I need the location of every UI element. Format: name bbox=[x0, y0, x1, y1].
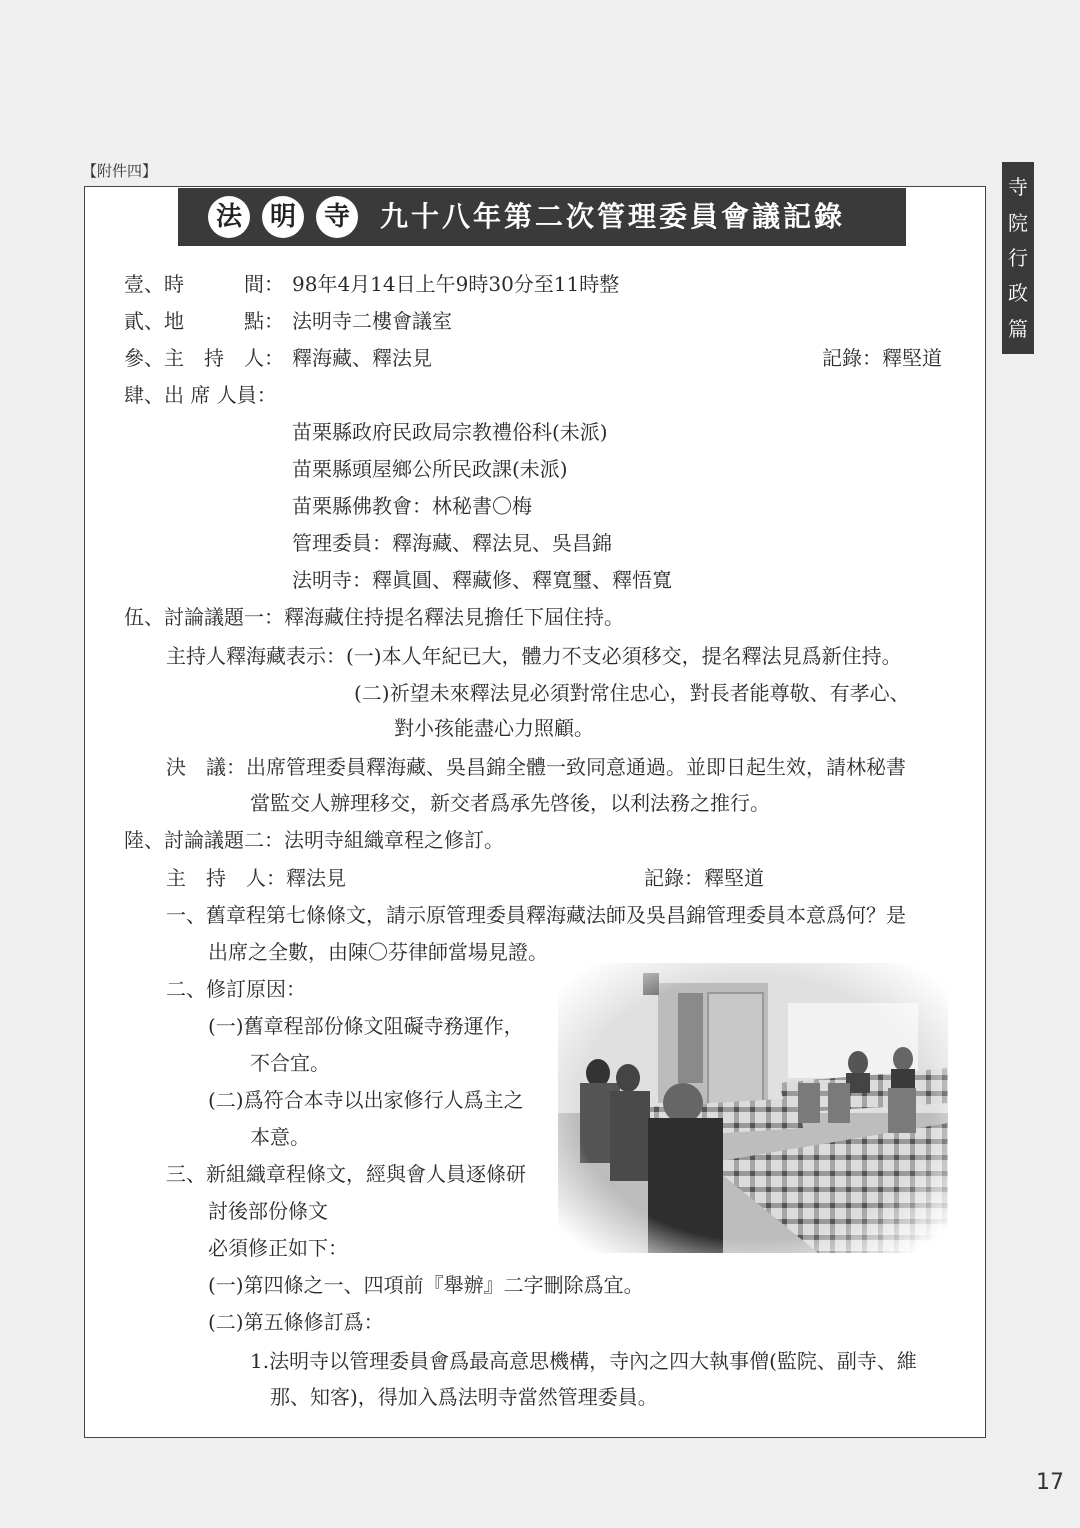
topic-1-host-statement-2: (二)祈望未來釋法見必須對常住忠心，對長者能尊敬、有孝心、 bbox=[354, 681, 910, 705]
item-3: 三、新組織章程條文，經與會人員逐條研 bbox=[166, 1162, 526, 1186]
item-3-2: (二)第五條修訂爲： bbox=[208, 1310, 384, 1334]
page-number: 17 bbox=[1036, 1470, 1064, 1495]
attendee-item: 苗栗縣頭屋鄉公所民政課(未派) bbox=[292, 457, 568, 481]
attendees-label: 肆、出 席 人員： bbox=[124, 383, 277, 407]
item-1-cont: 出席之全數，由陳〇芬律師當場見證。 bbox=[208, 940, 548, 964]
attendee-item: 苗栗縣佛教會：林秘書〇梅 bbox=[292, 494, 532, 518]
place-label: 貳、地 點： bbox=[124, 309, 284, 333]
item-2-1: (一)舊章程部份條文阻礙寺務運作， bbox=[208, 1014, 524, 1038]
topic-2-host: 主 持 人：釋法見 bbox=[166, 866, 346, 890]
side-tab-char: 政 bbox=[1008, 281, 1028, 306]
annex-label: 【附件四】 bbox=[82, 162, 158, 180]
topic-1-resolution-cont: 當監交人辦理移交，新交者爲承先啓後，以利法務之推行。 bbox=[250, 791, 770, 815]
item-3-2-1: 1.法明寺以管理委員會爲最高意思機構，寺內之四大執事僧(監院、副寺、維 bbox=[250, 1349, 917, 1373]
item-3-cont-1: 討後部份條文 bbox=[208, 1199, 328, 1223]
meeting-photo bbox=[558, 963, 948, 1253]
side-tab-char: 寺 bbox=[1008, 175, 1028, 200]
section-side-tab bbox=[1002, 162, 1034, 354]
topic-1-host-statement-2-cont: 對小孩能盡心力照顧。 bbox=[394, 716, 594, 740]
host-label: 參、主 持 人： bbox=[124, 346, 284, 370]
item-2-1-cont: 不合宜。 bbox=[250, 1051, 330, 1075]
title-badge-1: 法 bbox=[208, 196, 250, 238]
topic-2-recorder: 記錄：釋堅道 bbox=[644, 866, 764, 890]
item-3-2-1-cont: 那、知客)，得加入爲法明寺當然管理委員。 bbox=[270, 1385, 658, 1409]
document-title: 九十八年第二次管理委員會議記錄 bbox=[380, 200, 846, 233]
host-value: 釋海藏、釋法見 bbox=[292, 346, 432, 370]
item-2-2-cont: 本意。 bbox=[250, 1125, 310, 1149]
topic-1-host-statement: 主持人釋海藏表示：(一)本人年紀已大，體力不支必須移交，提名釋法見爲新住持。 bbox=[166, 644, 902, 668]
side-tab-char: 院 bbox=[1008, 210, 1028, 235]
item-3-cont-2: 必須修正如下： bbox=[208, 1236, 348, 1260]
item-3-1: (一)第四條之一、四項前『舉辦』二字刪除爲宜。 bbox=[208, 1273, 644, 1297]
place-value: 法明寺二樓會議室 bbox=[292, 309, 452, 333]
recorder: 記錄：釋堅道 bbox=[822, 346, 942, 370]
time-label: 壹、時 間： bbox=[124, 272, 284, 296]
title-badge-2: 明 bbox=[262, 196, 304, 238]
item-1: 一、舊章程第七條條文，請示原管理委員釋海藏法師及吳昌錦管理委員本意爲何？是 bbox=[166, 903, 906, 927]
time-value: 98年4月14日上午9時30分至11時整 bbox=[292, 272, 620, 296]
title-bar bbox=[178, 188, 906, 246]
topic-2: 陸、討論議題二：法明寺組織章程之修訂。 bbox=[124, 828, 504, 852]
attendee-item: 管理委員：釋海藏、釋法見、吳昌錦 bbox=[292, 531, 612, 555]
attendee-item: 苗栗縣政府民政局宗教禮俗科(未派) bbox=[292, 420, 608, 444]
topic-1-resolution: 決 議：出席管理委員釋海藏、吳昌錦全體一致同意通過。並即日起生效，請林秘書 bbox=[166, 755, 906, 779]
topic-1: 伍、討論議題一：釋海藏住持提名釋法見擔任下屆住持。 bbox=[124, 605, 624, 629]
item-2-2: (二)爲符合本寺以出家修行人爲主之 bbox=[208, 1088, 524, 1112]
side-tab-char: 篇 bbox=[1008, 316, 1028, 341]
side-tab-char: 行 bbox=[1008, 245, 1028, 270]
item-2: 二、修訂原因： bbox=[166, 977, 306, 1001]
attendee-item: 法明寺：釋眞圓、釋藏修、釋寬璽、釋悟寬 bbox=[292, 568, 672, 592]
title-badge-3: 寺 bbox=[316, 196, 358, 238]
